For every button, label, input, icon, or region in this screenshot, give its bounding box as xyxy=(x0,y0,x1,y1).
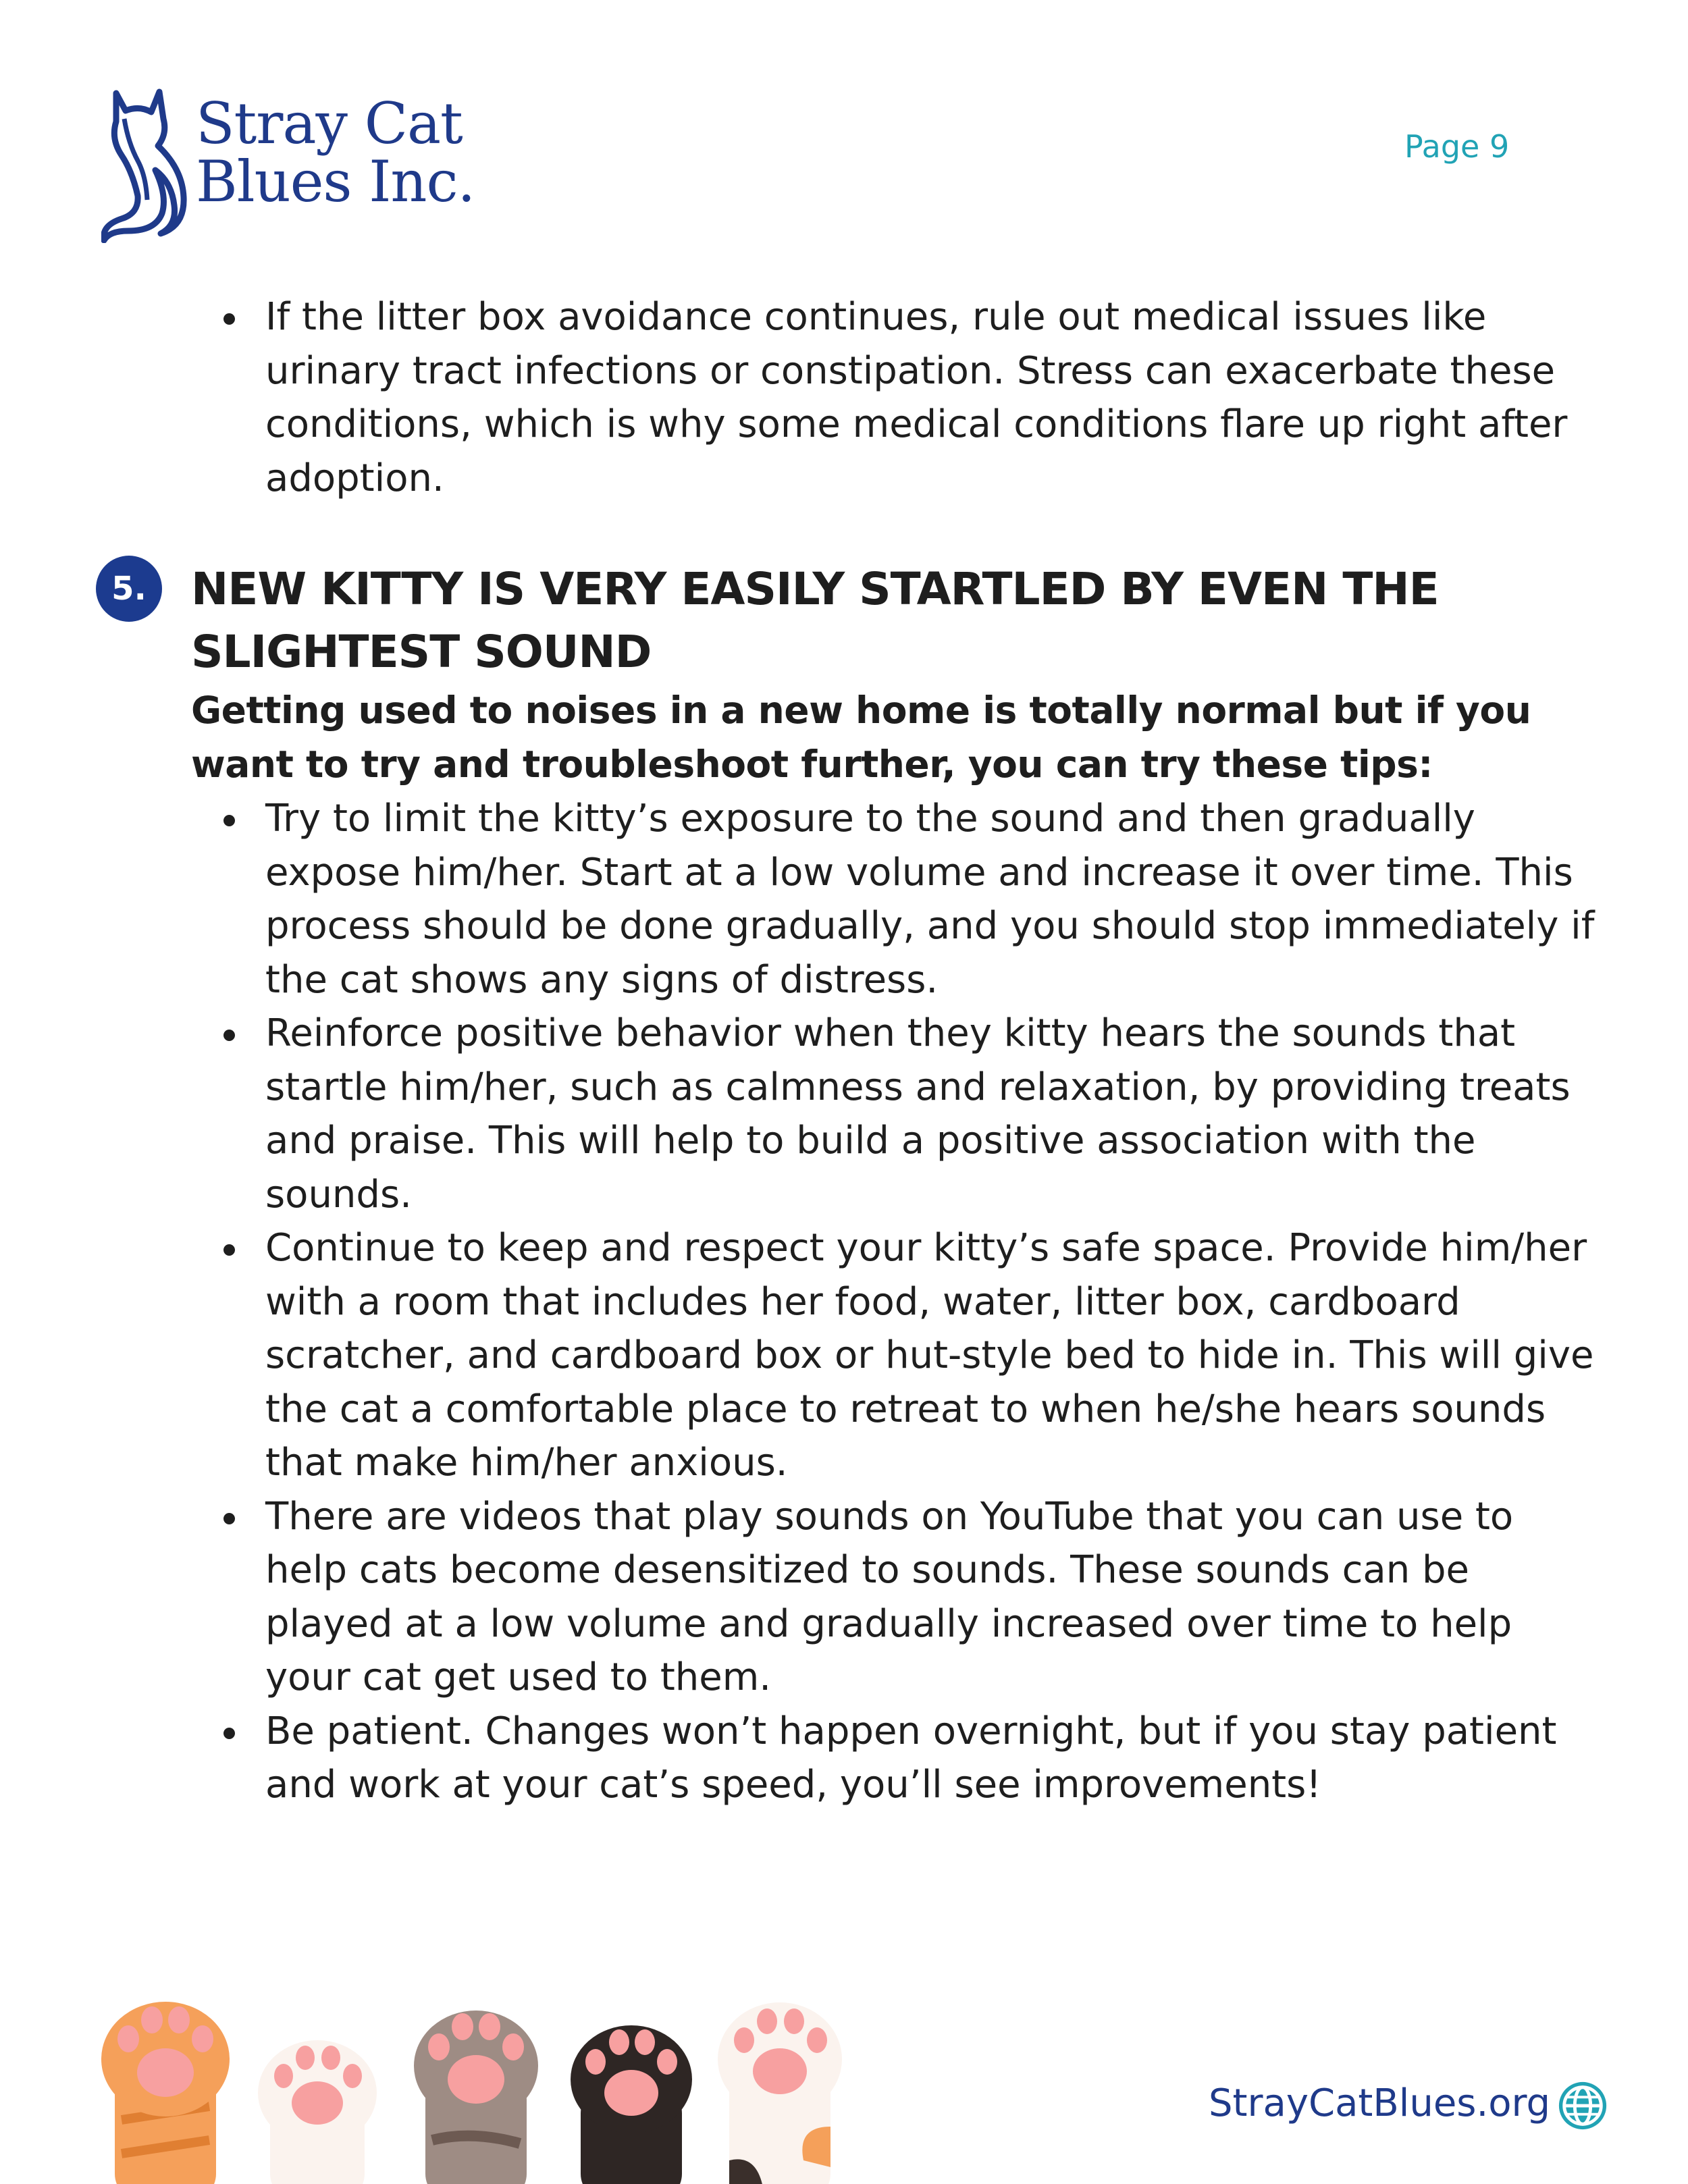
logo-text xyxy=(196,90,475,215)
logo-line-2: Blues Inc. xyxy=(196,149,475,215)
tips-list xyxy=(265,792,1602,1812)
grey-paw-icon xyxy=(414,2010,538,2184)
orange-paw-icon xyxy=(101,2002,230,2184)
section-heading: NEW KITTY IS VERY EASILY STARTLED BY EVEN THE SLIGHTEST SOUND xyxy=(191,563,1439,678)
page-number: Page 9 xyxy=(1404,128,1510,165)
black-paw-icon xyxy=(571,2025,692,2184)
list-item: There are videos that play sounds on YouTube that you can use to help cats become desensitized to sounds. These sounds can be played at a low volume and gradually increased over time to help your cat get used to them. xyxy=(265,1490,1602,1705)
list-item: If the litter box avoidance continues, rule out medical issues like urinary tract infections or constipation. Stress can exacerbate these conditions, which is why some medical conditions flare up right after adoption. xyxy=(265,290,1602,505)
list-item: Try to limit the kitty’s exposure to the sound and then gradually expose him/her. Start at a low volume and increase it over time. This process should be done gradually, and you should stop immediately if the cat shows any signs of distress. xyxy=(265,792,1602,1007)
website-link[interactable]: StrayCatBlues.org xyxy=(1209,2081,1551,2125)
section-number-badge: 5. xyxy=(96,556,162,622)
white-paw-icon xyxy=(258,2040,377,2184)
calico-paw-icon xyxy=(718,2002,842,2184)
tips-bullets xyxy=(265,792,1602,1812)
continuation-bullets xyxy=(265,290,1602,505)
logo xyxy=(101,81,479,243)
section-intro: Getting used to noises in a new home is totally normal but if you want to try and troubleshoot further, you can try these tips: xyxy=(191,689,1531,786)
globe-icon xyxy=(1556,2079,1609,2132)
list-item: Be patient. Changes won’t happen overnight, but if you stay patient and work at your cat’s speed, you’ll see improvements! xyxy=(265,1705,1602,1812)
list-item: Reinforce positive behavior when they kitty hears the sounds that startle him/her, such as calmness and relaxation, by providing treats and praise. This will help to build a positive association with the sounds. xyxy=(265,1007,1602,1221)
cat-paws-illustration xyxy=(95,1992,871,2184)
cat-silhouette-icon xyxy=(101,81,203,243)
list-item: Continue to keep and respect your kitty’s safe space. Provide him/her with a room that includes her food, water, litter box, cardboard scratcher, and cardboard box or hut-style bed to hide in. This will give the cat a comfortable place to retreat to when he/she hears sounds that make him/her anxious. xyxy=(265,1221,1602,1490)
logo-line-1: Stray Cat xyxy=(196,90,463,157)
continuation-list xyxy=(265,290,1602,505)
